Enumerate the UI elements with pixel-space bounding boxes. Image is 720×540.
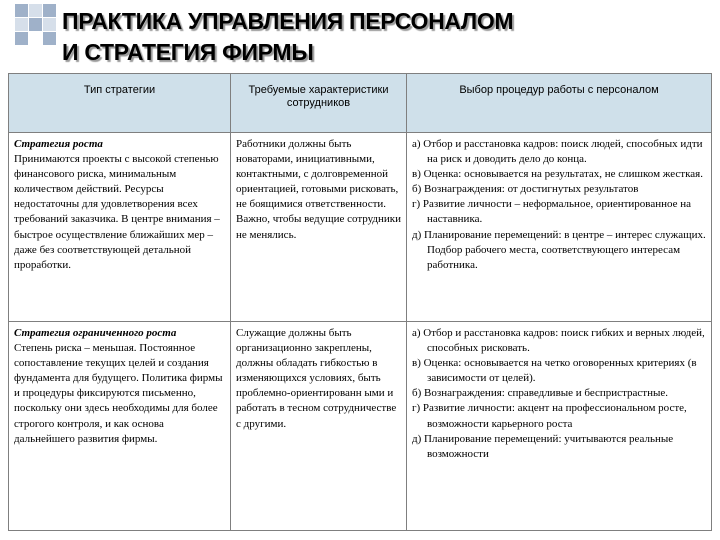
strategy-description: Степень риска – меньшая. Постоянное сопоставление текущих целей и создания фундамента для будущего. Политика фирмы и процедуры фиксируются письменно, поскольку они здесь необходимы для более строгого контроля, и как основа дальнейшего развития фирмы. [14,342,223,445]
strategy-description: Принимаются проекты с высокой степенью финансового риска, минимальным количеством действий. Ресурсы недостаточны для удовлетворения всех требований заказчика. В центре внимания – быстрое осуществление ближайших мер – даже без соответствующей детальной проработки. [14,153,220,271]
strategy-name: Стратегия роста [14,138,103,150]
decor-square [43,32,56,45]
decor-square [29,4,42,17]
procedure-item: г) Развитие личности – неформальное, ориентированное на наставника. [412,198,692,226]
page-title [62,6,513,68]
characteristics-cell: Работники должны быть новаторами, инициативными, контактными, с долговременной ориентацией, готовыми рисковать, не боящимися ответственности. Важно, чтобы ведущие сотрудники не менялись. [231,133,407,322]
strategy-cell [9,133,231,322]
characteristics-cell: Служащие должны быть организационно закреплены, должны обладать гибкостью в изменяющихся условиях, быть проблемно-ориентированн ыми и работать в тесном сотрудничестве с другими. [231,322,407,531]
procedure-item: в) Оценка: основывается на результатах, не слишком жесткая. [412,168,703,181]
header-strategy-type: Тип стратегии [9,74,231,133]
decor-square [15,4,28,17]
header-employee-characteristics: Требуемые характеристики сотрудников [231,74,407,133]
table-header-row [9,74,712,133]
header-personnel-procedures: Выбор процедур работы с персоналом [407,74,712,133]
table-row [9,322,712,531]
procedure-item: д) Планирование перемещений: в центре – интерес служащих. Подбор рабочего места, соответствующего интересам работника. [412,228,706,271]
procedure-item: д) Планирование перемещений: учитываются реальные возможности [412,432,674,460]
procedure-item: а) Отбор и расстановка кадров: поиск гибких и верных людей, способных рисковать. [412,327,705,355]
decor-square [15,32,28,45]
decor-square [43,4,56,17]
decor-square [15,18,28,31]
procedure-item: в) Оценка: основывается на четко оговоренных критериях (в зависимости от целей). [412,357,697,385]
decor-square [29,18,42,31]
page-title-line-2: И СТРАТЕГИЯ ФИРМЫ [62,39,314,65]
page-title-line-1: ПРАКТИКА УПРАВЛЕНИЯ ПЕРСОНАЛОМ [62,8,514,34]
procedure-item: б) Вознаграждения: от достигнутых результатов [412,183,639,196]
procedures-cell [407,322,712,531]
procedure-item: а) Отбор и расстановка кадров: поиск людей, способных идти на риск и доводить дело до конца. [412,138,703,166]
decor-square [43,18,56,31]
table-row [9,133,712,322]
strategy-table [8,73,712,531]
procedure-item: г) Развитие личности: акцент на профессиональном росте, возможности карьерного роста [412,402,687,430]
procedures-cell [407,133,712,322]
strategy-cell [9,322,231,531]
strategy-name: Стратегия ограниченного роста [14,327,177,339]
procedure-item: б) Вознаграждения: справедливые и беспристрастные. [412,387,668,400]
